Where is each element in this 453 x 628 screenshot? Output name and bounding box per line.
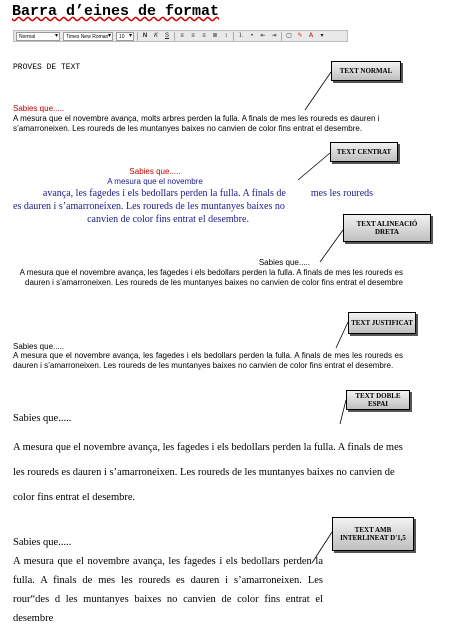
label-text-interlineat: TEXT AMB INTERLINEAT D'1,5 — [332, 517, 414, 551]
numbered-list-icon[interactable]: ⒈ — [237, 33, 244, 39]
line-spacing-icon[interactable]: ↕ — [224, 33, 228, 39]
label-text-justificat: TEXT JUSTIFICAT — [348, 312, 416, 334]
style-select[interactable]: Normal ▾ — [16, 32, 60, 41]
normal-lead: Sabies que..... — [13, 104, 65, 113]
centrat-line-3: es dauren i s’amarroneixen. Les roureds de les muntanyes baixes no — [13, 201, 285, 212]
font-select[interactable]: Times New Roman ▾ — [63, 32, 113, 41]
align-right-icon[interactable]: ≡ — [202, 33, 206, 39]
size-select[interactable]: 10 ▾ — [116, 32, 134, 41]
dreta-paragraph: A mesura que el novembre avança, les fagedes i els bedollars perden la fulla. A finals de mes les roureds es dauren i s’amarroneixen. Les roureds de les muntanyes baixes no canvien de color fins entrat el desembre — [19, 268, 403, 287]
bullet-list-icon[interactable]: • — [250, 33, 254, 39]
doble-lead: Sabies que..... — [13, 413, 72, 424]
interlineat-lead: Sabies que..... — [13, 537, 72, 548]
label-text-doble-espai: TEXT DOBLE ESPAI — [346, 390, 410, 410]
increase-indent-icon[interactable]: ⇥ — [271, 33, 277, 39]
border-icon[interactable]: ▢ — [286, 33, 292, 39]
label-text-alineacio-dreta: TEXT ALINEACIÓ DRETA — [343, 214, 431, 242]
justify-icon[interactable]: ≣ — [212, 33, 218, 39]
justificat-paragraph: A mesura que el novembre avança, les fagedes i els bedollars perden la fulla. A finals de mes les roureds es dauren i s’amarroneixen. Les roureds de les muntanyes baixes no canvien de color fins entrat el desembre. — [13, 351, 403, 370]
label-text-normal: TEXT NORMAL — [331, 61, 401, 81]
page-title: Barra d’eines de format — [12, 3, 220, 20]
centrat-lead: Sabies que..... — [129, 167, 181, 176]
italic-icon[interactable]: K — [153, 33, 158, 39]
highlight-icon[interactable]: ✎ — [297, 33, 303, 39]
centrat-line-2: avança, les fagedes i els bedollars perden la fulla. A finals de mes les roureds — [42, 188, 374, 199]
align-center-icon[interactable]: ≡ — [191, 33, 195, 39]
bold-icon[interactable]: N — [142, 33, 148, 39]
centrat-paragraph — [13, 187, 403, 226]
decrease-indent-icon[interactable]: ⇤ — [260, 33, 266, 39]
justificat-lead: Sabies que..... — [13, 342, 65, 351]
align-left-icon[interactable]: ≡ — [180, 33, 184, 39]
interlineat-paragraph: A mesura que el novembre avança, les fagedes i els bedollars perden la fulla. A finals de mes les roureds es dauren i s’amarroneixen. Les rour“des d les muntanyes baixes no canvien de color fins entrat el desembre — [13, 556, 323, 624]
more-options-icon[interactable]: ▾ — [320, 33, 324, 39]
centrat-line-4: canvien de color fins entrat el desembre. — [87, 214, 249, 225]
normal-paragraph: A mesura que el novembre avança, molts arbres perden la fulla. A finals de mes les roureds es dauren i s’amarroneixen. Les roureds de les muntanyes baixes no canvien de color fins entrat el desembre. — [13, 114, 380, 133]
font-color-icon[interactable]: A — [308, 33, 314, 39]
label-text-centrat: TEXT CENTRAT — [330, 142, 398, 162]
section-heading: PROVES DE TEXT — [13, 63, 81, 72]
underline-icon[interactable]: S — [164, 33, 169, 39]
dreta-lead: Sabies que..... — [258, 258, 310, 267]
centrat-line-1: A mesura que el novembre — [107, 177, 203, 186]
doble-paragraph: A mesura que el novembre avança, les fagedes i els bedollars perden la fulla. A finals de mes les roureds es dauren i s’amarroneixen. Les roureds de les muntanyes baixes no canvien de color fins entrat el desembre. — [13, 442, 403, 503]
